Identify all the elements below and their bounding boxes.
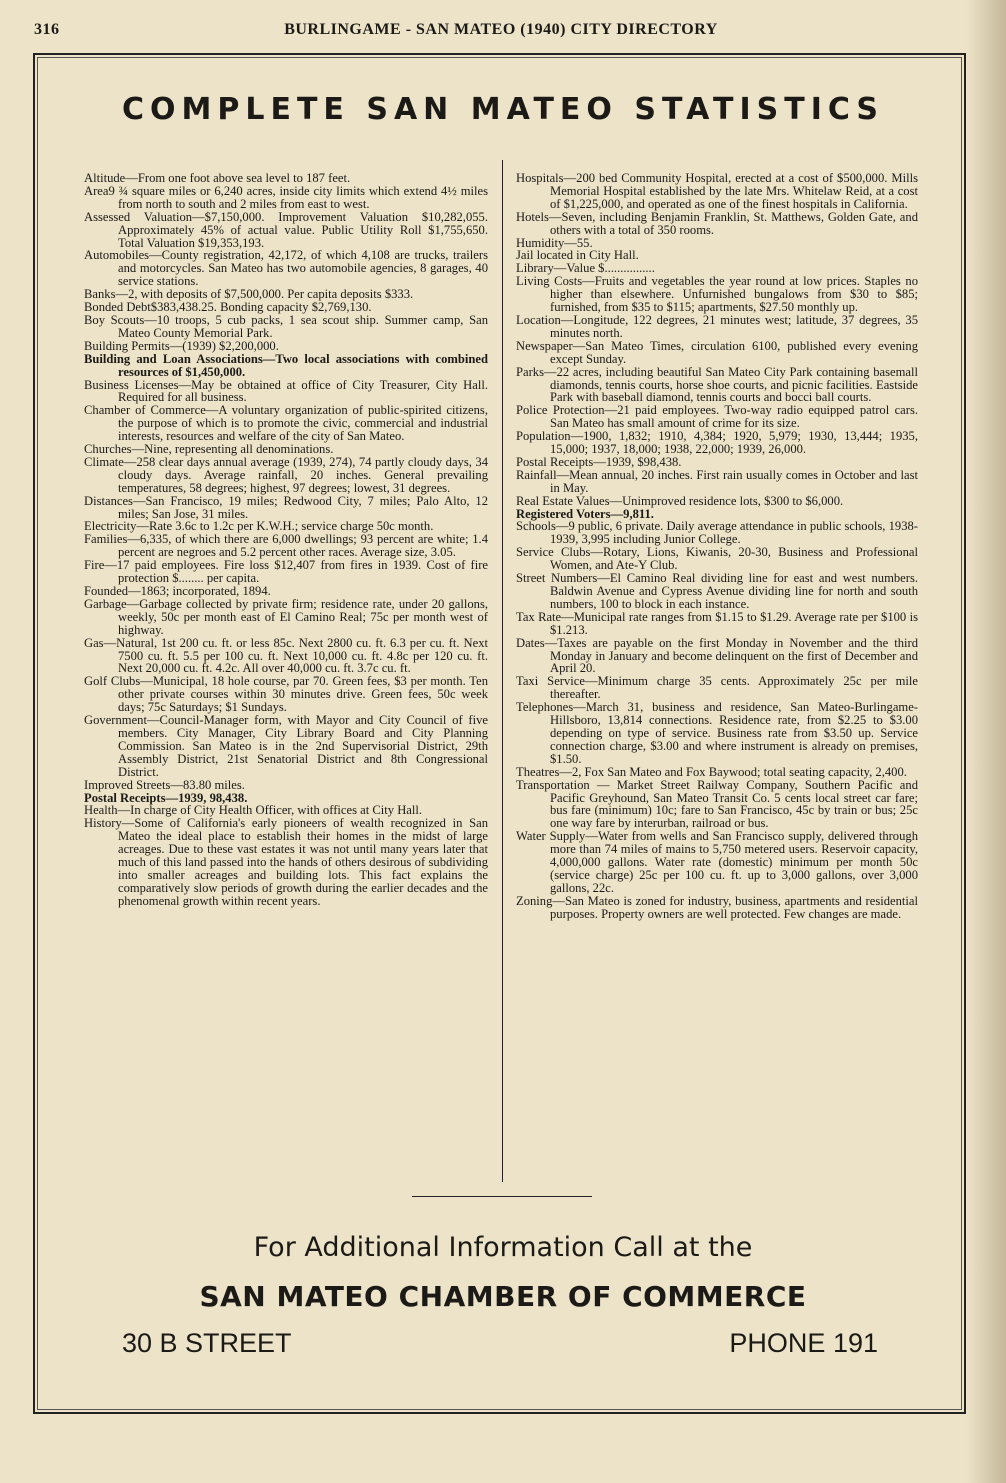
stat-entry: Hotels—Seven, including Benjamin Franklin, St. Matthews, Golden Gate, and others with a total of 350 rooms.	[516, 209, 918, 237]
stat-entry: Real Estate Values—Unimproved residence lots, $300 to $6,000.	[516, 493, 844, 508]
page-title: COMPLETE SAN MATEO STATISTICS	[121, 92, 885, 127]
footer-organization: SAN MATEO CHAMBER OF COMMERCE	[199, 1280, 807, 1313]
stat-entry: Government—Council-Manager form, with Mayor and City Council of five members. City Manager, City Library Board and City Planning Commission. San Mateo is in the 2nd Supervisorial District, 29th Assembly District, 21st Senatorial District and 8th Congressional District.	[84, 713, 488, 779]
stat-entry: Parks—22 acres, including beautiful San Mateo City Park containing basemall diamonds, tennis courts, horse shoe courts, and picnic facilities. Eastside Park with baseball diamond, tennis courts and bocci ball courts.	[516, 364, 918, 405]
stat-entry: Postal Receipts—1939, $98,438.	[516, 454, 682, 469]
running-head	[34, 21, 968, 43]
stat-entry: Fire—17 paid employees. Fire loss $12,407 from fires in 1939. Cost of fire protection $........ per capita.	[84, 558, 488, 586]
stat-entry: Living Costs—Fruits and vegetables the year round at low prices. Staples no higher than elsewhere. Unfurnished bungalows from $30 to $85; furnished, from $35 to $115; apartments, $27.50 monthly up.	[516, 274, 918, 315]
stat-entry: Assessed Valuation—$7,150,000. Improvement Valuation $10,282,055. Approximately 45% of actual value. Public Utility Roll $1,755,650. Total Valuation $19,353,193.	[84, 209, 488, 250]
stat-entry: Police Protection—21 paid employees. Two-way radio equipped patrol cars. San Mateo has small amount of crime for its size.	[516, 403, 918, 431]
right-column	[516, 172, 918, 921]
stat-entry: Improved Streets—83.80 miles.	[84, 777, 245, 792]
footer-call-line: For Additional Information Call at the	[253, 1232, 753, 1263]
stat-entry: Registered Voters—9,811.	[516, 506, 654, 521]
stat-entry: Area9 ¾ square miles or 6,240 acres, inside city limits which extend 4½ miles from north to south and 2 miles from east to west.	[84, 183, 488, 211]
stat-entry: Distances—San Francisco, 19 miles; Redwood City, 7 miles; Palo Alto, 12 miles; San Jose, 31 miles.	[84, 493, 488, 521]
stat-entry: Boy Scouts—10 troops, 5 cub packs, 1 sea scout ship. Summer camp, San Mateo County Memorial Park.	[84, 312, 488, 340]
stat-entry: Banks—2, with deposits of $7,500,000. Per capita deposits $333.	[84, 287, 414, 302]
footer-address: 30 B STREET	[122, 1328, 292, 1358]
stat-entry: History—Some of California's early pioneers of wealth recognized in San Mateo the ideal place to establish their homes in the midst of large acreages. Due to these vast estates it was not until many years later that much of this land passed into the hands of others desirous of subdividing into smaller acreages and building lots. This fact explains the comparatively slow periods of growth during the earlier decades and the phenomenal growth within recent years.	[84, 816, 488, 908]
footer-phone: PHONE 191	[729, 1328, 878, 1358]
stat-entry: Building and Loan Associations—Two local associations with combined resources of $1,450,000.	[84, 351, 488, 379]
stat-entry: Service Clubs—Rotary, Lions, Kiwanis, 20-30, Business and Professional Women, and Ate-Y Club.	[516, 545, 918, 573]
stat-entry: Churches—Nine, representing all denominations.	[84, 442, 334, 457]
stat-entry: Founded—1863; incorporated, 1894.	[84, 584, 271, 598]
stat-entry: Bonded Debt$383,438.25. Bonding capacity $2,769,130.	[84, 300, 372, 315]
left-column	[84, 172, 488, 908]
stat-entry: Water Supply—Water from wells and San Francisco supply, delivered through more than 74 miles of mains to 5,750 metered users. Reservoir capacity, 4,000,000 gallons. Water rate (domestic) minimum per month 50c (service charge) 25c per 100 cu. ft. up to 3,000 gallons, over 3,000 gallons, 22c.	[516, 829, 918, 895]
stat-entry: Transportation — Market Street Railway Company, Southern Pacific and Pacific Greyhound, San Mateo Transit Co. 5 cents local street car fare; bus fare (minimum) 10c; fare to San Francisco, 45c by train or bus; 25c one way fare by interurban, railroad or bus.	[516, 777, 918, 831]
stat-entry: Taxi Service—Minimum charge 35 cents. Approximately 25c per mile thereafter.	[516, 674, 918, 702]
stat-entry: Climate—258 clear days annual average (1939, 274), 74 partly cloudy days, 34 cloudy days. Average rainfall, 20 inches. General prevailing temperatures, 58 degrees; highest, 97 degrees; lowest, 31 degrees.	[84, 454, 488, 495]
stat-entry: Gas—Natural, 1st 200 cu. ft. or less 85c. Next 2800 cu. ft. 6.3 per cu. ft. Next 7500 cu. ft. 5.5 per 100 cu. ft. Next 10,000 cu. ft. 4.8c per 120 cu. ft. Next 20,000 cu. ft. 4.2c. All over 40,000 cu. ft. 3.7c cu. ft.	[84, 635, 488, 676]
running-head-title: BURLINGAME - SAN MATEO (1940) CITY DIRECTORY	[284, 21, 718, 38]
stat-entry: Street Numbers—El Camino Real dividing line for east and west numbers. Baldwin Avenue and Cypress Avenue dividing line for north and south numbers, 100 to block in each instance.	[516, 571, 918, 611]
stat-entry: Rainfall—Mean annual, 20 inches. First rain usually comes in October and last in May.	[516, 467, 918, 495]
stat-entry: Schools—9 public, 6 private. Daily average attendance in public schools, 1938-1939, 3,995 including Junior College.	[516, 519, 918, 547]
stat-entry: Humidity—55.	[516, 235, 593, 250]
stat-entry: Automobiles—County registration, 42,172, of which 4,108 are trucks, trailers and motorcycles. San Mateo has two automobile agencies, 8 garages, 40 service stations.	[84, 248, 488, 289]
stat-entry: Hospitals—200 bed Community Hospital, erected at a cost of $500,000. Mills Memorial Hospital established by the late Mrs. Whitelaw Reid, at a cost of $1,225,000, and operated as one of the finest hospitals in California.	[516, 171, 918, 211]
stat-entry: Tax Rate—Municipal rate ranges from $1.15 to $1.29. Average rate per $100 is $1.213.	[516, 609, 918, 637]
stat-entry: Families—6,335, of which there are 6,000 dwellings; 93 percent are white; 1.4 percent are negroes and 5.2 percent other races. Average size, 3.05.	[84, 532, 488, 560]
stat-entry: Altitude—From one foot above sea level to 187 feet.	[84, 171, 351, 185]
stat-entry: Location—Longitude, 122 degrees, 21 minutes west; latitude, 37 degrees, 35 minutes north.	[516, 312, 918, 340]
stat-entry: Zoning—San Mateo is zoned for industry, business, apartments and residential purposes. Property owners are well protected. Few changes are made.	[516, 893, 918, 921]
page-number: 316	[34, 21, 60, 38]
stat-entry: Business Licenses—May be obtained at office of City Treasurer, City Hall. Required for all business.	[84, 377, 488, 405]
stat-entry: Theatres—2, Fox San Mateo and Fox Baywood; total seating capacity, 2,400.	[516, 764, 907, 779]
stat-entry: Electricity—Rate 3.6c to 1.2c per K.W.H.; service charge 50c month.	[84, 519, 434, 534]
stat-entry: Postal Receipts—1939, 98,438.	[84, 790, 248, 805]
section-divider	[412, 1196, 592, 1197]
stat-entry: Golf Clubs—Municipal, 18 hole course, par 70. Green fees, $3 per month. Ten other private courses within 30 minutes drive. Green fees, 50c week days; 75c Saturdays; $1 Sundays.	[84, 674, 488, 715]
stat-entry: Telephones—March 31, business and residence, San Mateo-Burlingame-Hillsboro, 13,814 connections. Residence rate, from $2.25 to $3.00 depending on type of service. Business rate from $3.50 up. Service connection charge, $3.00 and where instrument is already on premises, $1.50.	[516, 700, 918, 766]
stat-entry: Garbage—Garbage collected by private firm; residence rate, under 20 gallons, weekly, 50c per month east of El Camino Real; 75c per month west of highway.	[84, 596, 488, 637]
column-divider	[502, 160, 503, 1182]
stat-entry: Dates—Taxes are payable on the first Monday in November and the third Monday in January and become delinquent on the first of December and April 20.	[516, 635, 918, 676]
stat-entry: Population—1900, 1,832; 1910, 4,384; 1920, 5,979; 1930, 13,444; 1935, 15,000; 1937, 18,000; 1938, 22,000; 1939, 26,000.	[516, 429, 918, 457]
stat-entry: Jail located in City Hall.	[516, 248, 639, 263]
stat-entry: Chamber of Commerce—A voluntary organization of public-spirited citizens, the purpose of which is to promote the civic, commercial and industrial interests, resources and welfare of the city of San Mateo.	[84, 403, 488, 444]
stat-entry: Library—Value $................	[516, 261, 655, 276]
stat-entry: Newspaper—San Mateo Times, circulation 6100, published every evening except Sunday.	[516, 338, 918, 366]
stat-entry: Building Permits—(1939) $2,200,000.	[84, 338, 279, 353]
stat-entry: Health—In charge of City Health Officer, with offices at City Hall.	[84, 803, 423, 818]
